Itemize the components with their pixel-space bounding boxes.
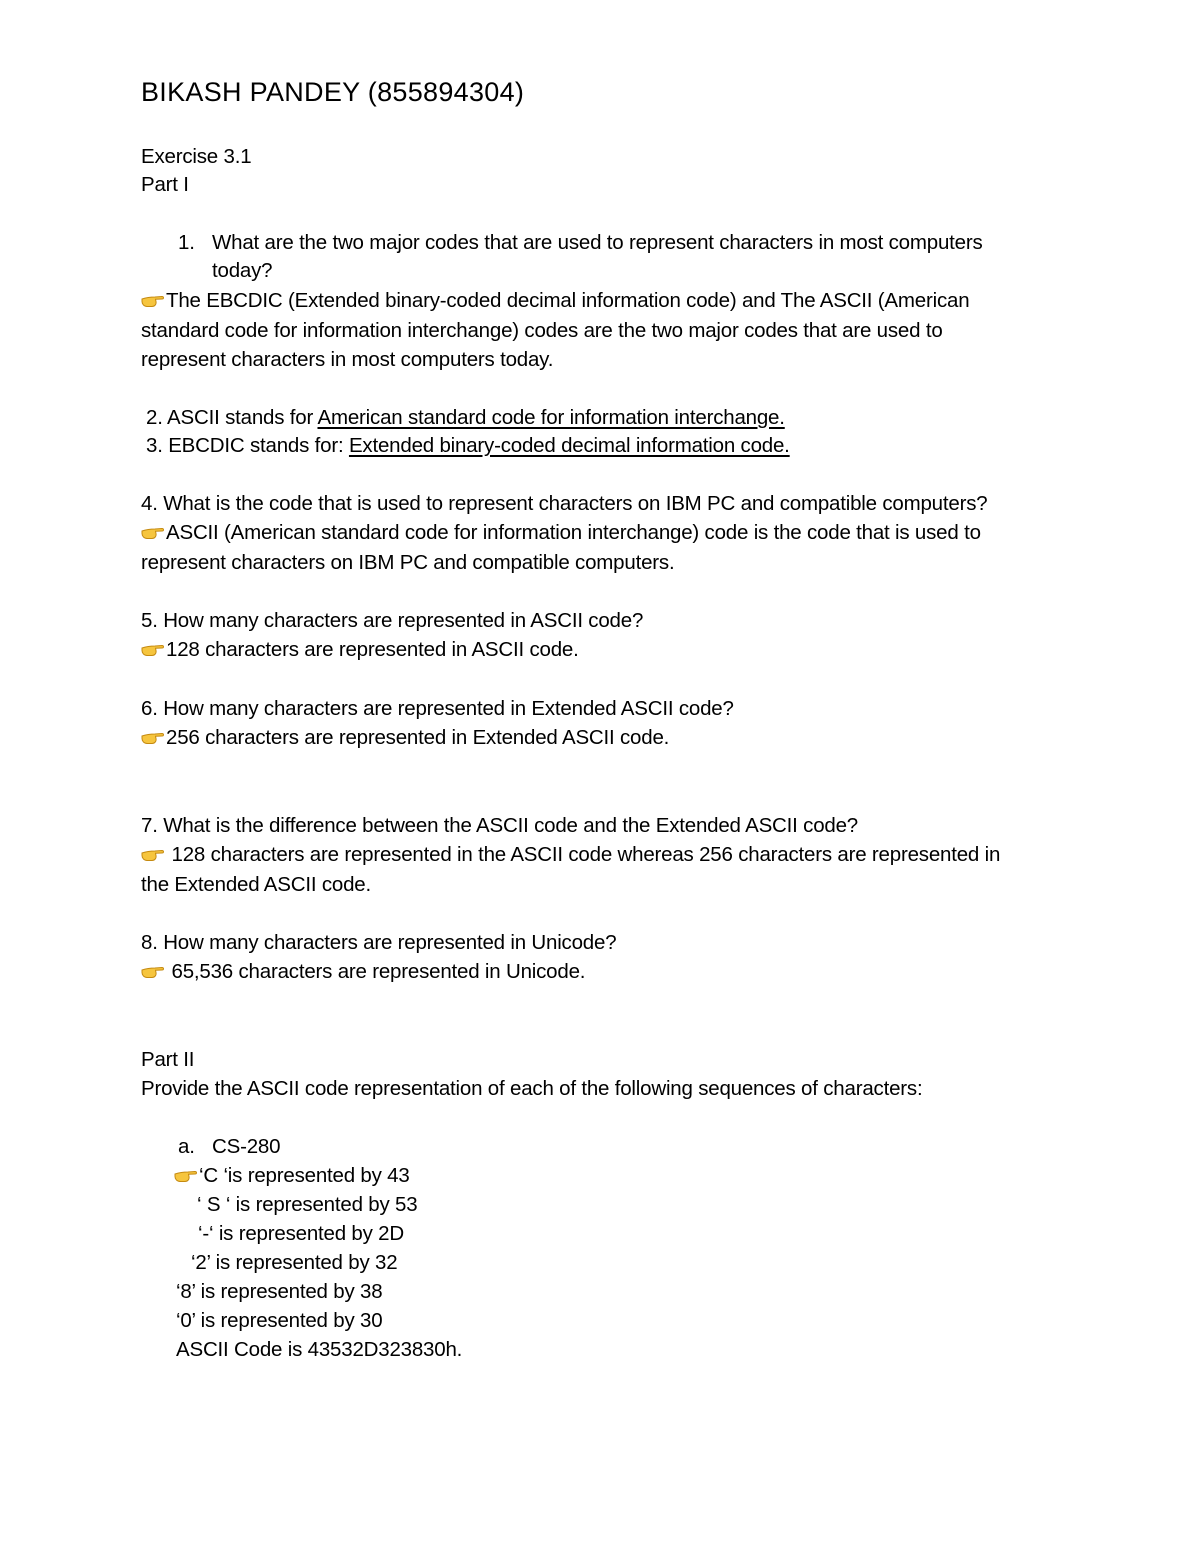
part2-a-label: a. xyxy=(178,1135,195,1158)
document-title: BIKASH PANDEY (855894304) xyxy=(141,77,525,107)
q4-question: 4. What is the code that is used to represent characters on IBM PC and compatible computers? xyxy=(141,492,988,515)
pointing-hand-icon xyxy=(141,846,165,862)
q1-answer-line1 xyxy=(141,286,969,316)
q3-answer: Extended binary-coded decimal information code. xyxy=(348,434,790,457)
q2-prefix: 2. ASCII stands for xyxy=(146,406,318,429)
pointing-hand-icon xyxy=(141,963,165,979)
pointing-hand-icon xyxy=(174,1167,198,1183)
pointing-hand-icon xyxy=(141,729,165,745)
part2-a-line-1 xyxy=(174,1161,410,1191)
q1-answer-line2: standard code for information interchange) codes are the two major codes that are used to xyxy=(141,319,943,342)
part1-heading: Part I xyxy=(141,173,189,196)
part2-heading: Part II xyxy=(141,1048,195,1071)
part2-a-line-3: ‘-‘ is represented by 2D xyxy=(198,1222,404,1245)
part2-a-line-6: ‘0’ is represented by 30 xyxy=(176,1309,383,1332)
q1-answer-text-1: The EBCDIC (Extended binary-coded decimal information code) and The ASCII (American xyxy=(166,289,970,312)
exercise-label: Exercise 3.1 xyxy=(141,145,252,168)
q4-answer-line1 xyxy=(141,518,981,548)
part2-a-sequence: CS-280 xyxy=(212,1135,281,1158)
q1-answer-line3: represent characters in most computers today. xyxy=(141,348,554,371)
q1-question-line2: today? xyxy=(212,259,273,282)
q8-answer xyxy=(141,957,585,987)
q4-answer-line2: represent characters on IBM PC and compatible computers. xyxy=(141,551,675,574)
q1-number: 1. xyxy=(178,231,195,254)
q5-answer xyxy=(141,635,579,665)
q6-answer-text: 256 characters are represented in Extended ASCII code. xyxy=(166,726,670,749)
q7-question: 7. What is the difference between the ASCII code and the Extended ASCII code? xyxy=(141,814,859,837)
q1-question-line1: What are the two major codes that are used to represent characters in most computers xyxy=(212,231,983,254)
q6-answer xyxy=(141,723,669,753)
part2-a-line-5: ‘8’ is represented by 38 xyxy=(176,1280,383,1303)
part2-a-line-2: ‘ S ‘ is represented by 53 xyxy=(197,1193,418,1216)
q6-question: 6. How many characters are represented in Extended ASCII code? xyxy=(141,697,734,720)
q3-prefix: 3. EBCDIC stands for: xyxy=(146,434,349,457)
q8-question: 8. How many characters are represented in Unicode? xyxy=(141,931,617,954)
q7-answer-line2: the Extended ASCII code. xyxy=(141,873,371,896)
part2-a-text-1: ‘C ‘is represented by 43 xyxy=(199,1164,410,1187)
part2-a-line-4: ‘2’ is represented by 32 xyxy=(191,1251,398,1274)
q7-answer-line1 xyxy=(141,840,1000,870)
q4-answer-text-1: ASCII (American standard code for information interchange) code is the code that is used to xyxy=(166,521,981,544)
q2-line xyxy=(146,403,785,433)
pointing-hand-icon xyxy=(141,641,165,657)
part2-instruction: Provide the ASCII code representation of each of the following sequences of characters: xyxy=(141,1077,923,1100)
q2-answer: American standard code for information interchange. xyxy=(317,406,785,429)
pointing-hand-icon xyxy=(141,524,165,540)
pointing-hand-icon xyxy=(141,292,165,308)
q8-answer-text: 65,536 characters are represented in Unicode. xyxy=(166,960,586,983)
q3-line xyxy=(146,431,790,461)
q5-question: 5. How many characters are represented in ASCII code? xyxy=(141,609,644,632)
q5-answer-text: 128 characters are represented in ASCII code. xyxy=(166,638,579,661)
q7-answer-text-1: 128 characters are represented in the ASCII code whereas 256 characters are represented in xyxy=(166,843,1001,866)
part2-a-line-7: ASCII Code is 43532D323830h. xyxy=(176,1338,463,1361)
